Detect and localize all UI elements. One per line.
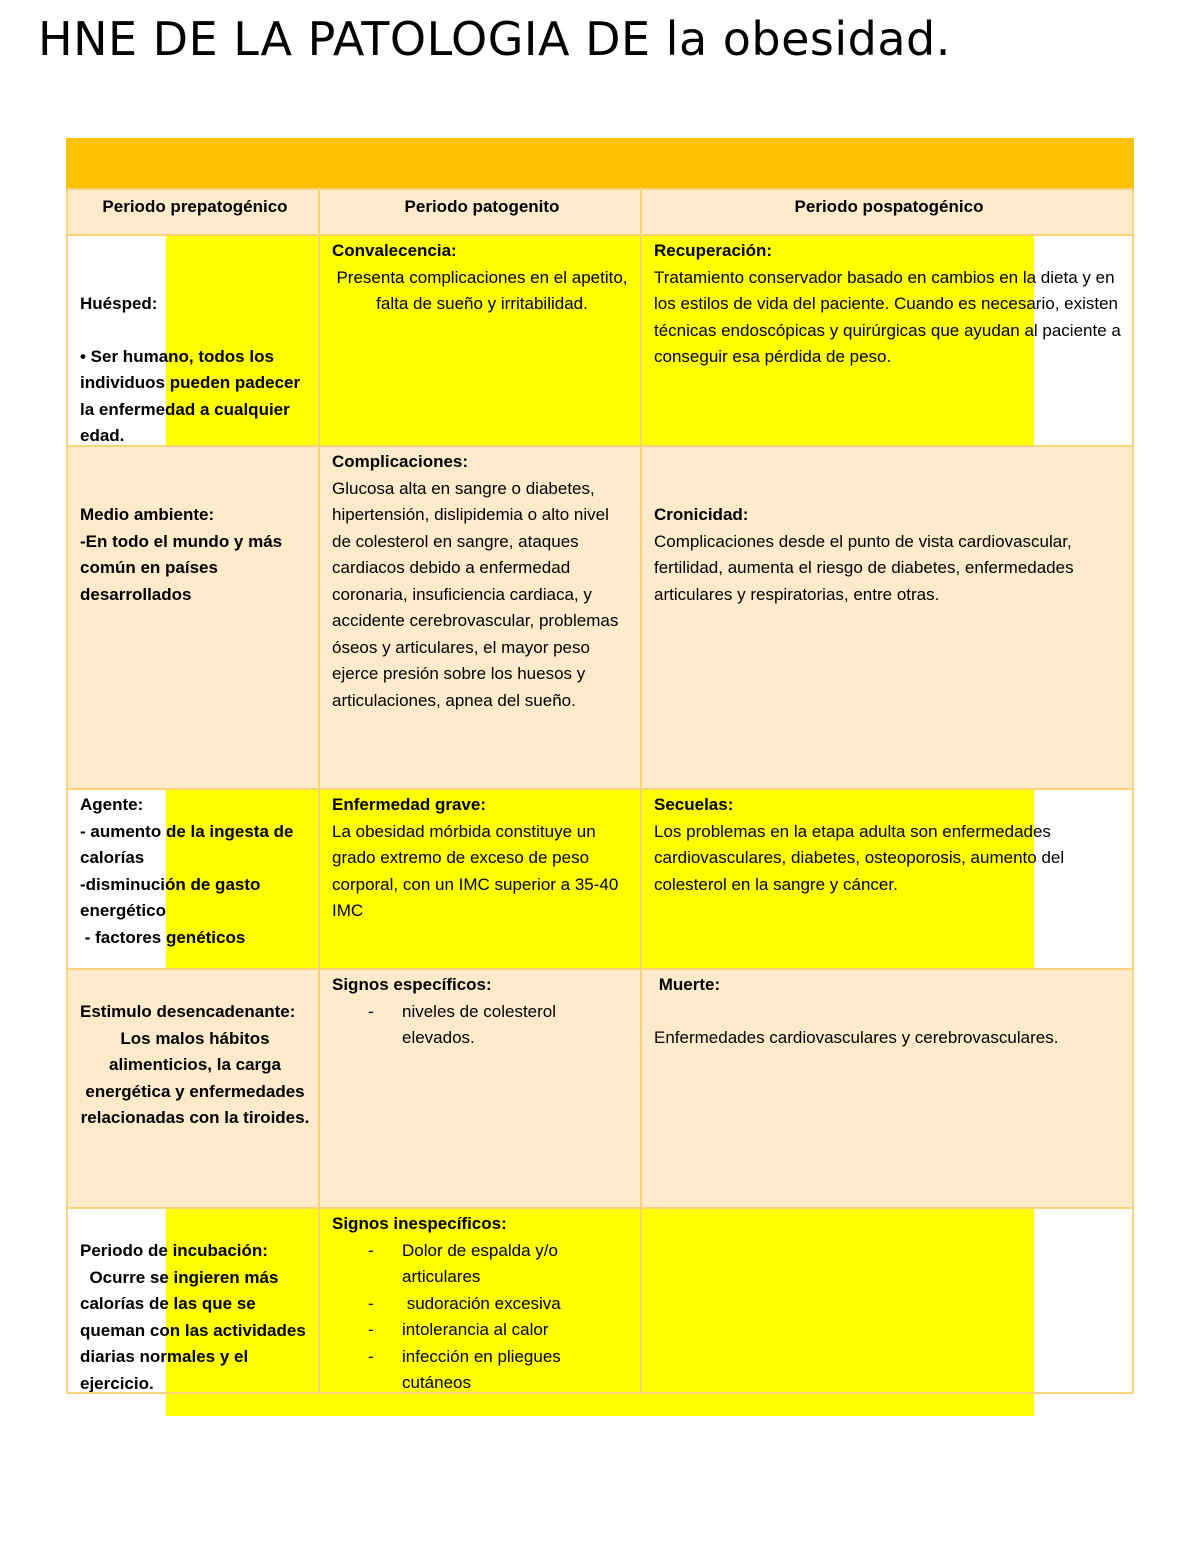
cell-text: -disminución de gasto energético xyxy=(80,874,261,920)
cell-text: Los problemas en la etapa adulta son enfermedades cardiovasculares, diabetes, osteoporosis, aumento del colesterol en la sangre y cáncer. xyxy=(654,821,1065,894)
cell-heading: Estimulo desencadenante: xyxy=(80,1002,296,1021)
cell-medio-ambiente xyxy=(66,445,320,790)
cell-text: - aumento de la ingesta de calorías xyxy=(80,821,294,867)
column-header-patogenic: Periodo patogenito xyxy=(318,188,642,236)
cell-text: La obesidad mórbida constituye un grado extremo de exceso de peso corporal, con un IMC superior a 35-40 IMC xyxy=(332,821,619,920)
page-title: HNE DE LA PATOLOGIA DE la obesidad. xyxy=(38,12,951,66)
cell-text: Enfermedades cardiovasculares y cerebrovasculares. xyxy=(654,1027,1059,1047)
cell-heading: Convalecencia: xyxy=(332,241,457,260)
cell-text: Complicaciones desde el punto de vista cardiovascular, fertilidad, aumenta el riesgo de diabetes, enfermedades articulares y respiratorias, entre otras. xyxy=(654,531,1074,604)
cell-complicaciones xyxy=(318,445,642,790)
cell-text: Glucosa alta en sangre o diabetes, hipertensión, dislipidemia o alto nivel de colesterol en sangre, ataques cardiacos debido a enfermedad coronaria, insuficiencia cardiaca, y accidente cerebrovascular, problemas óseos y articulares, el mayor peso ejerce presión sobre los huesos y articulaciones, apnea del sueño. xyxy=(332,478,619,710)
cell-secuelas xyxy=(640,788,1134,970)
list-item: - sudoración excesiva xyxy=(368,1291,632,1318)
list-item: - infección en pliegues cutáneos xyxy=(368,1344,632,1395)
cell-heading: Cronicidad: xyxy=(654,505,749,524)
list-item: - Dolor de espalda y/o articulares xyxy=(368,1238,632,1291)
cell-huesped xyxy=(66,234,320,447)
cell-heading: Signos inespecíficos: xyxy=(332,1214,507,1233)
list-item: - niveles de colesterol elevados. xyxy=(368,999,632,1052)
cell-heading: Agente: xyxy=(80,795,144,814)
cell-convalecencia xyxy=(318,234,642,447)
cell-text: Presenta complicaciones en el apetito, falta de sueño y irritabilidad. xyxy=(336,267,628,313)
cell-cronicidad xyxy=(640,445,1134,790)
cell-text: Ocurre se ingieren más calorías de las que se queman con las actividades diarias normales y el ejercicio. xyxy=(80,1267,311,1393)
cell-text: Tratamiento conservador basado en cambios en la dieta y en los estilos de vida del paciente. Cuando es necesario, existen técnicas endoscópicas y quirúrgicas que ayudan al paciente a conseguir esa pérdida de peso. xyxy=(654,267,1121,366)
cell-text: Los malos hábitos alimenticios, la carga energética y enfermedades relacionadas con la tiroides. xyxy=(80,1028,310,1127)
cell-heading: Medio ambiente: xyxy=(80,505,215,524)
cell-estimulo xyxy=(66,968,320,1209)
cell-signos-especificos xyxy=(318,968,642,1209)
column-header-pospatogenic: Periodo pospatogénico xyxy=(640,188,1134,236)
bullet-list xyxy=(332,1238,632,1395)
cell-heading: Signos específicos: xyxy=(332,975,492,994)
cell-heading: Enfermedad grave: xyxy=(332,795,486,814)
cell-enfermedad-grave xyxy=(318,788,642,970)
cell-agente xyxy=(66,788,320,970)
cell-text: -En todo el mundo y más común en países desarrollados xyxy=(80,531,283,604)
cell-heading: Huésped: xyxy=(80,294,158,313)
bullet-list xyxy=(332,999,632,1052)
cell-signos-inespecificos xyxy=(318,1207,642,1394)
cell-empty xyxy=(640,1207,1134,1394)
cell-heading: Complicaciones: xyxy=(332,452,469,471)
cell-heading: Periodo de incubación: xyxy=(80,1241,268,1260)
cell-heading: Muerte: xyxy=(654,975,721,994)
cell-periodo-incubacion xyxy=(66,1207,320,1394)
table-header-band xyxy=(66,138,1134,188)
cell-heading: Secuelas: xyxy=(654,795,734,814)
cell-heading: Recuperación: xyxy=(654,241,773,260)
cell-text: - factores genéticos xyxy=(80,927,246,947)
list-item: - intolerancia al calor xyxy=(368,1317,632,1344)
cell-recuperacion xyxy=(640,234,1134,447)
column-header-prepatogenic: Periodo prepatogénico xyxy=(66,188,320,236)
cell-muerte xyxy=(640,968,1134,1209)
cell-text: • Ser humano, todos los individuos pueden padecer la enfermedad a cualquier edad. xyxy=(80,346,301,445)
